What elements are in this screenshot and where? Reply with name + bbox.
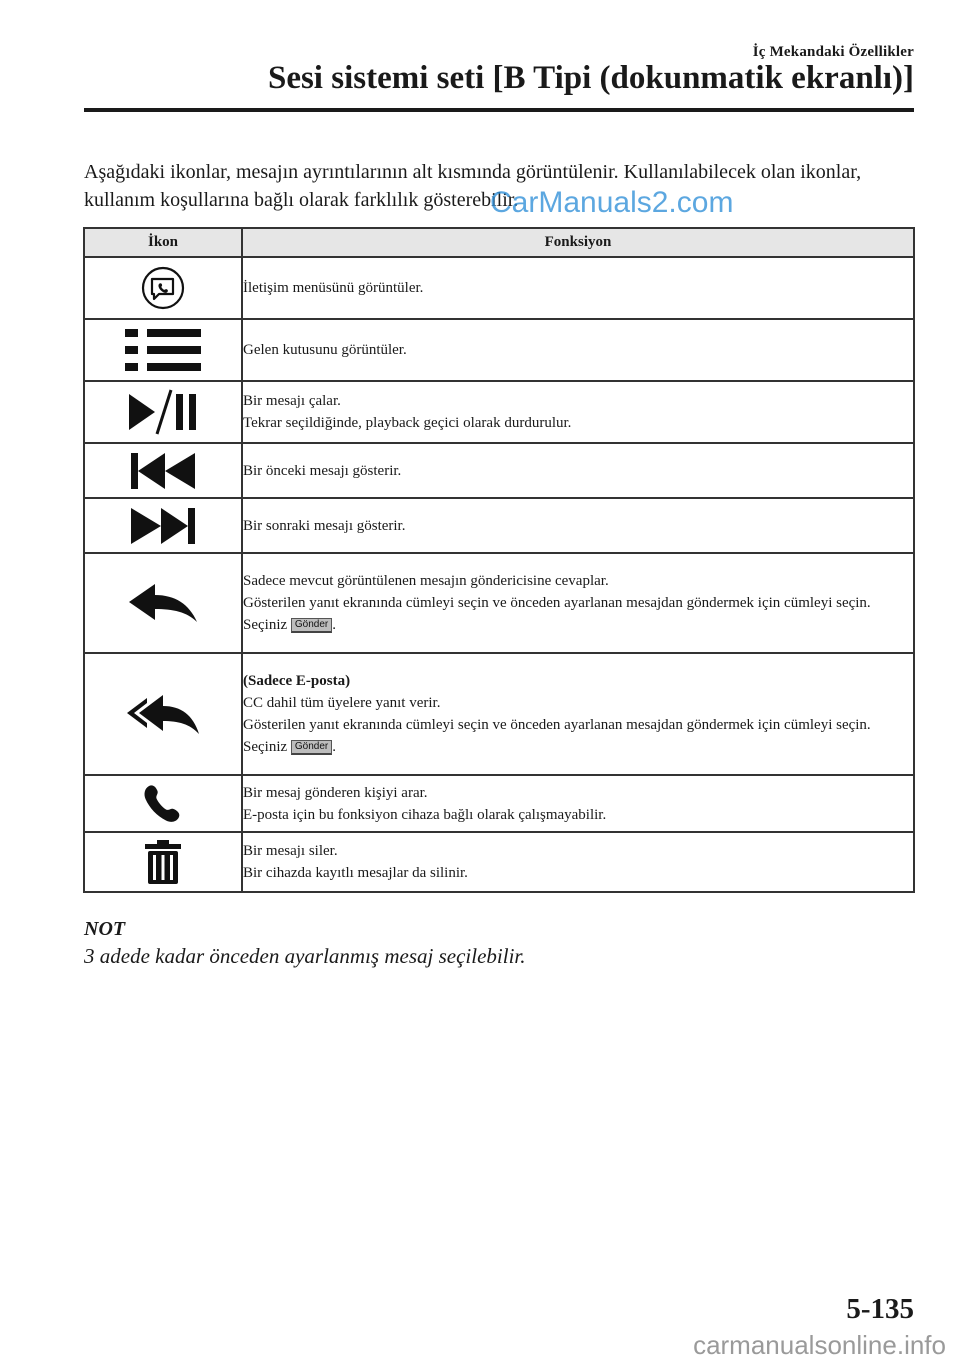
title-rule: [84, 108, 914, 112]
header-icon: İkon: [84, 228, 242, 257]
table-row: [84, 775, 914, 832]
function-text: Sadece mevcut görüntülenen mesajın göndericisine cevaplar.: [243, 573, 609, 589]
note-text: 3 adede kadar önceden ayarlanmış mesaj seçilebilir.: [84, 944, 526, 968]
section-label: İç Mekandaki Özellikler: [752, 44, 914, 60]
page-title: Sesi sistemi seti [B Tipi (dokunmatik ekranlı)]: [267, 60, 914, 96]
table-row: [84, 443, 914, 498]
trash-icon: [143, 839, 183, 885]
inbox-list-icon: [123, 325, 203, 375]
header-function: Fonksiyon: [242, 228, 914, 257]
function-text: Bir mesaj gönderen kişiyi arar.: [243, 784, 428, 801]
page-number: 5-135: [846, 1293, 914, 1325]
function-text: İletişim menüsünü görüntüler.: [243, 280, 424, 296]
reply-icon: [127, 582, 199, 624]
table-row: [84, 653, 914, 775]
table-row: [84, 832, 914, 892]
send-button-image: Gönder: [291, 740, 332, 755]
function-text: CC dahil tüm üyelere yanıt verir.: [243, 695, 441, 711]
note-title: NOT: [84, 918, 126, 940]
table-row: [84, 498, 914, 553]
table-row: [84, 257, 914, 319]
select-prefix: Seçiniz: [243, 617, 288, 633]
function-text: Bir önceki mesajı gösterir.: [243, 462, 402, 479]
function-text: Bir mesajı çalar.: [243, 393, 341, 409]
table-header-row: [84, 228, 914, 257]
function-text: E-posta için bu fonksiyon cihaza bağlı olarak çalışmayabilir.: [243, 806, 607, 823]
function-text: Gelen kutusunu görüntüler.: [243, 342, 407, 358]
table-row: [84, 553, 914, 653]
function-text: Gösterilen yanıt ekranında cümleyi seçin ve önceden ayarlanan mesajdan göndermek için cümleyi seçin.: [243, 595, 871, 611]
icon-table: [83, 227, 915, 893]
footer-site: carmanualsonline.info: [693, 1330, 946, 1360]
select-prefix: Seçiniz: [243, 739, 288, 755]
select-suffix: .: [332, 617, 337, 633]
select-line: [243, 736, 913, 758]
reply-all-icon: [125, 692, 201, 736]
select-suffix: .: [332, 739, 337, 755]
function-text: Bir sonraki mesajı gösterir.: [243, 517, 406, 534]
function-text: Bir mesajı siler.: [243, 843, 338, 859]
watermark: CarManuals2.com: [490, 186, 734, 219]
table-row: [84, 319, 914, 381]
function-text: Tekrar seçildiğinde, playback geçici olarak durdurulur.: [243, 415, 572, 431]
next-icon: [129, 506, 197, 546]
function-text: Gösterilen yanıt ekranında cümleyi seçin ve önceden ayarlanan mesajdan göndermek için cümleyi seçin.: [243, 717, 871, 733]
select-line: [243, 614, 913, 636]
email-only-label: (Sadece E-posta): [243, 673, 351, 689]
phone-icon: [141, 783, 185, 825]
contact-menu-icon: [140, 265, 186, 311]
previous-icon: [129, 451, 197, 491]
send-button-image: Gönder: [291, 618, 332, 633]
table-row: [84, 381, 914, 443]
intro-paragraph: Aşağıdaki ikonlar, mesajın ayrıntılarının alt kısmında görüntülenir. Kullanılabilecek olan ikonlar, kullanım koşullarına bağlı olarak farklılık gösterebilir.: [84, 161, 862, 211]
function-text: Bir cihazda kayıtlı mesajlar da silinir.: [243, 865, 468, 881]
play-pause-icon: [127, 388, 199, 436]
